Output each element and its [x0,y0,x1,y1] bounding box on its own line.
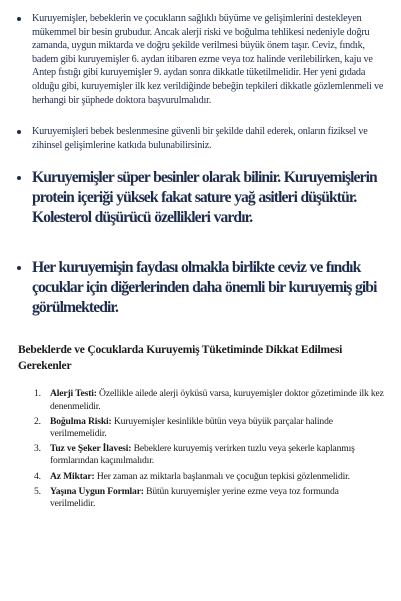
item-number: 4. [34,470,41,482]
item-body [50,388,385,412]
item-title: Alerji Testi: [50,388,97,400]
item-body [50,471,385,483]
item-number: 5. [34,485,41,497]
item-text: Her zaman az miktarla başlanmalı ve çocuğun tepkisi gözlenmelidir. [94,470,350,482]
item-number: 2. [34,415,41,427]
item-body [50,443,385,467]
section-heading: Bebeklerde ve Çocuklarda Kuruyemiş Tüketiminde Dikkat Edilmesi Gerekenler [18,344,343,373]
info-bullet-list [12,12,385,318]
bullet-item-superfood [12,168,385,228]
list-item [34,486,385,510]
list-item [34,443,385,467]
item-body [50,486,385,510]
list-item [34,471,385,483]
list-item [34,416,385,440]
bullet-text: Her kuruyemişin faydası olmakla birlikte ceviz ve fındık çocuklar için diğerlerinden daha önemli bir kuruyemiş gibi görülmektedir. [32,259,377,317]
bullet-text: Kuruyemişler, bebeklerin ve çocukların sağlıklı büyüme ve gelişimlerini destekleyen mükemmel bir besin grubudur. Ancak alerji riski ve boğulma tehlikesi nedeniyle doğru zamanda, uygun miktarda ve doğru şekilde verilmesi büyük önem taşır. Ceviz, fındık, badem gibi kuruyemişler 6. aydan itibaren ezme veya toz halinde verilebilirken, kaju ve Antep fıstığı gibi kuruyemişler 9. aydan sonra dikkatle tüketilmelidir. Her yeni gıdada olduğu gibi, kuruyemişler ilk kez verildiğinde bebeğin tepkileri dikkatle gözlemlenmeli ve herhangi bir şüphede doktora başvurulmalıdır. [32,13,384,106]
item-text: Kuruyemişler kesinlikle bütün veya büyük parçalar halinde verilmemelidir. [50,415,333,439]
item-body [50,416,385,440]
item-title: Yaşına Uygun Formlar: [50,485,144,497]
bullet-text: Kuruyemişleri bebek beslenmesine güvenli bir şekilde dahil ederek, onların fiziksel ve zihinsel gelişimlerine katkıda bulunabilirsiniz. [32,126,368,151]
item-number: 1. [34,388,41,400]
item-text: Özellikle ailede alerji öyküsü varsa, kuruyemişler doktor gözetiminde ilk kez denenmelidir. [50,388,384,412]
bullet-item-intro [12,12,385,107]
item-title: Az Miktar: [50,470,95,482]
item-number: 3. [34,443,41,455]
item-text: Bebeklere kuruyemiş verirken tuzlu veya şekerle kaplanmış formlarından kaçınılmalıdır. [50,443,355,467]
item-title: Tuz ve Şeker İlavesi: [50,443,132,455]
bullet-text: Kuruyemişler süper besinler olarak bilinir. Kuruyemişlerin protein içeriği yüksek fakat sature yağ asitleri düşüktür. Kolesterol düşürücü özellikleri vardır. [32,169,377,227]
precautions-list [12,388,385,510]
bullet-item-safe-inclusion [12,125,385,152]
item-title: Boğulma Riski: [50,415,112,427]
list-item [34,388,385,412]
bullet-item-walnut-hazelnut [12,258,385,318]
item-text: Bütün kuruyemişler yerine ezme veya toz formunda verilmelidir. [50,485,339,509]
